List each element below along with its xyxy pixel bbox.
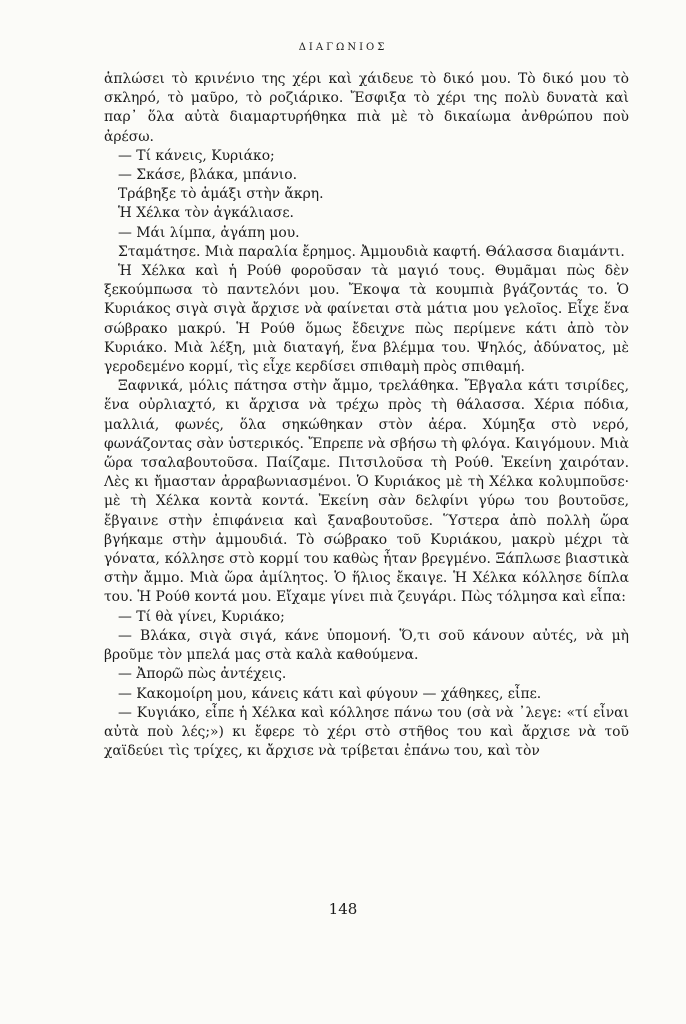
- dialogue-line: — Σκάσε, βλάκα, μπάνιο.: [118, 167, 298, 184]
- running-head: ΔΙΑΓΩΝΙΟΣ: [298, 42, 388, 53]
- paragraph: Ξαφνικά, μόλις πάτησα στὴν ἄμμο, τρελάθηκα. Ἔβγαλα κάτι τσιρίδες, ἕνα οὐρλιαχτό, κι ἄρχισα νὰ τρέχω πρὸς τὴ θάλασσα. Χέρια πόδια, μαλλιά, φωνές, ὅλα σηκώθηκαν στὸν ἀέρα. Χύμηξα στὸ νερό, φωνάζοντας σὰν ὑστερικός. Ἔπρεπε νὰ σβήσω τὴ φλόγα. Καιγόμουν. Μιὰ ὥρα τσαλαβουτοῦσα. Παίζαμε. Πιτσιλοῦσα τὴ Ρούθ. Ἐκείνη χαιρόταν. Λὲς κι ἤμασταν ἀρραβωνιασμένοι. Ὁ Κυριάκος μὲ τὴ Χέλκα κολυμποῦσε· μὲ τὴ Χέλκα κοντὰ κοντά. Ἐκείνη σὰν δελφίνι γύρω του βουτοῦσε, ἔβγαινε στὴν ἐπιφάνεια καὶ ξαναβουτοῦσε. Ὕστερα ἀπὸ πολλὴ ὥρα βγήκαμε στὴν ἀμμουδιά. Τὸ σώβρακο τοῦ Κυριάκου, μακρὺ μέχρι τὰ γόνατα, κόλλησε στὸ κορμί του καθὼς ἦταν βρεγμένο. Ξάπλωσε βιαστικὰ στὴν ἄμμο. Μιὰ ὥρα ἀμίλητος. Ὁ ἥλιος ἔκαιγε. Ἡ Χέλκα κόλλησε δίπλα του. Ἡ Ρούθ κοντά μου. Εἴχαμε γίνει πιὰ ζευγάρι. Πὼς τόλμησα καὶ εἶπα:: [104, 378, 629, 606]
- dialogue-line: — Μάι λίμπα, ἀγάπη μου.: [118, 224, 300, 241]
- paragraph: Τράβηξε τὸ ἁμάξι στὴν ἄκρη.: [118, 186, 324, 203]
- dialogue-line: — Τί κάνεις, Κυριάκο;: [118, 147, 275, 164]
- dialogue-line: — Κυγιάκο, εἶπε ἡ Χέλκα καὶ κόλλησε πάνω του (σὰ νὰ ᾽λεγε: «τί εἶναι αὐτὰ ποὺ λές;») κι ἔφερε τὸ χέρι στὸ στῆθος του καὶ ἄρχισε νὰ τοῦ χαϊδεύει τὶς τρίχες, κι ἄρχισε νὰ τρίβεται ἐπάνω του, καὶ τὸν: [104, 704, 629, 760]
- dialogue-line: — Ἀπορῶ πὼς ἀντέχεις.: [118, 666, 287, 683]
- dialogue-line: — Βλάκα, σιγὰ σιγά, κάνε ὑπομονή. Ὅ,τι σοῦ κάνουν αὐτές, νὰ μὴ βροῦμε τὸν μπελά μας στὰ καλὰ καθούμενα.: [104, 627, 629, 664]
- dialogue-line: — Κακομοίρη μου, κάνεις κάτι καὶ φύγουν — χάθηκες, εἶπε.: [118, 685, 542, 702]
- dialogue-line: — Τί θὰ γίνει, Κυριάκο;: [118, 608, 285, 625]
- page-number: 148: [328, 900, 358, 918]
- body-text: [104, 70, 629, 761]
- paragraph: Ἡ Χέλκα τὸν ἀγκάλιασε.: [118, 205, 294, 222]
- paragraph: Ἡ Χέλκα καὶ ἡ Ρούθ φοροῦσαν τὰ μαγιό τους. Θυμᾶμαι πὼς δὲν ξεκούμπωσα τὸ παντελόνι μου. Ἔκοψα τὰ κουμπιὰ βγάζοντάς το. Ὁ Κυριάκος σιγὰ σιγὰ ἄρχισε νὰ φαίνεται στὰ μάτια μου γελοῖος. Εἶχε ἕνα σώβρακο μακρύ. Ἡ Ρούθ ὅμως ἔδειχνε πὼς περίμενε κάτι ἀπὸ τὸν Κυριάκο. Μιὰ λέξη, μιὰ διαταγή, ἕνα βλέμμα του. Ψηλός, ἀδύνατος, μὲ γεροδεμένο κορμί, τὶς εἶχε κερδίσει σπιθαμὴ πρὸς σπιθαμή.: [104, 263, 629, 376]
- paragraph: Σταμάτησε. Μιὰ παραλία ἔρημος. Ἀμμουδιὰ καφτή. Θάλασσα διαμάντι.: [118, 243, 625, 260]
- paragraph: ἁπλώσει τὸ κρινένιο της χέρι καὶ χάιδευε τὸ δικό μου. Τὸ δικό μου τὸ σκληρό, τὸ μαῦρο, τὸ ροζιάρικο. Ἔσφιξα τὸ χέρι της πολὺ δυνατὰ καὶ παρ᾽ ὅλα αὐτὰ διαμαρτυρήθηκα πιὰ μὲ τὸ δικαίωμα ἀνθρώπου ποὺ ἀρέσω.: [104, 71, 629, 145]
